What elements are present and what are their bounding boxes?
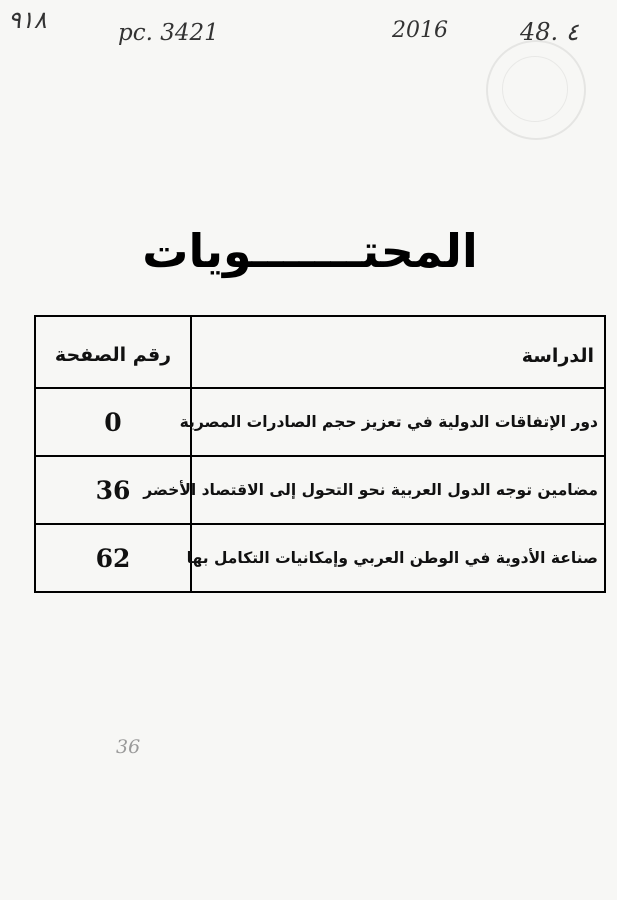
- page-number: 62: [35, 524, 191, 592]
- page-title: المحتـــــــويات: [142, 224, 478, 278]
- handwritten-reference-number: pc. 3421: [118, 20, 219, 46]
- handwritten-number: 48. ٤: [520, 18, 579, 46]
- table-row: [35, 388, 605, 456]
- table-row: [35, 524, 605, 592]
- handwritten-year: 2016: [392, 18, 448, 43]
- faint-pencil-mark: 36: [116, 736, 141, 758]
- page-number: 0: [35, 388, 191, 456]
- table-of-contents: [34, 315, 606, 593]
- study-title: صناعة الأدوية في الوطن العربي وإمكانيات التكامل بها: [191, 524, 605, 592]
- study-title: مضامين توجه الدول العربية نحو التحول إلى الاقتصاد الأخضر: [191, 456, 605, 524]
- table-row: [35, 456, 605, 524]
- header-study: الدراسة: [191, 316, 605, 388]
- page-number: 36: [35, 456, 191, 524]
- table-header-row: [35, 316, 605, 388]
- faint-stamp-watermark: [486, 40, 586, 140]
- header-page-number: رقم الصفحة: [35, 316, 191, 388]
- handwritten-note-left: ۹۱۸: [8, 6, 47, 34]
- study-title: دور الإتفاقات الدولية في تعزيز حجم الصادرات المصرية: [191, 388, 605, 456]
